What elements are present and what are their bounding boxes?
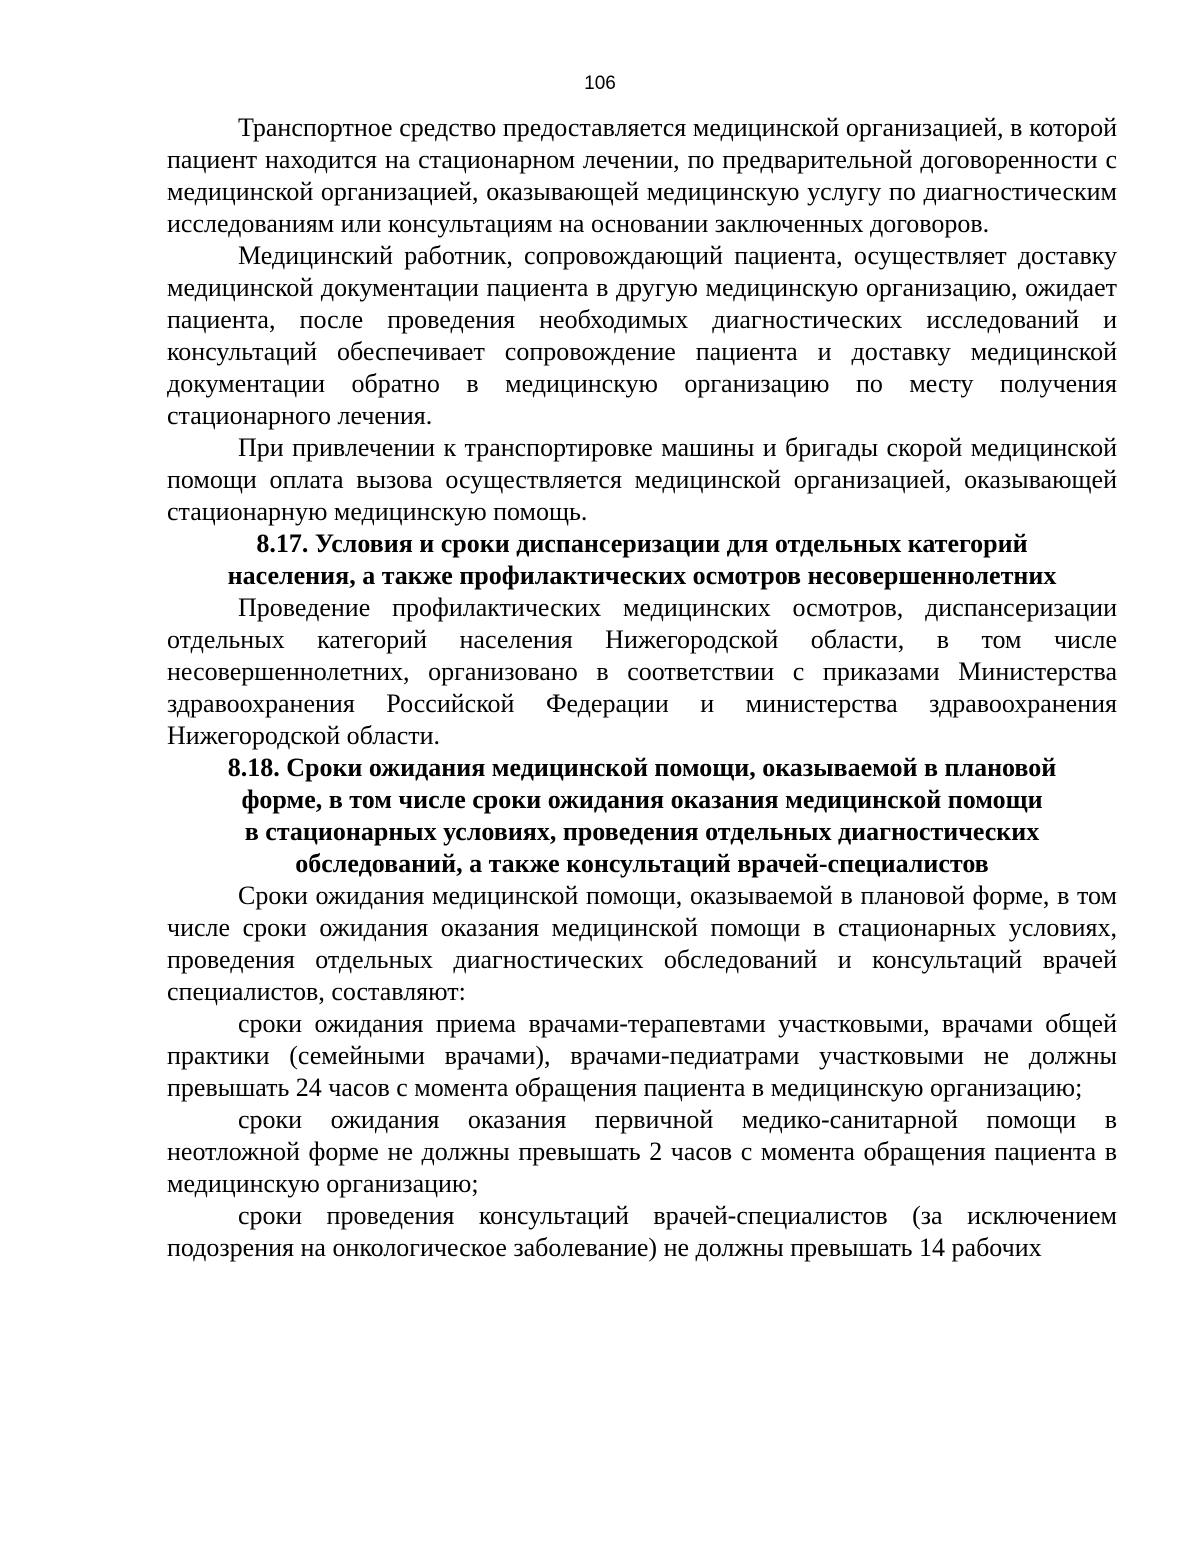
heading-line: форме, в том числе сроки ожидания оказания медицинской помощи [241, 785, 1043, 814]
paragraph: сроки проведения консультаций врачей-специалистов (за исключением подозрения на онкологическое заболевание) не должны превышать 14 рабочих [167, 1201, 1117, 1262]
paragraph: сроки ожидания приема врачами-терапевтами участковыми, врачами общей практики (семейными врачами), врачами-педиатрами участковыми не должны превышать 24 часов с момента обращения пациента в медицинскую организацию; [167, 1009, 1117, 1102]
heading-line: 8.18. Сроки ожидания медицинской помощи, оказываемой в плановой [227, 753, 1057, 782]
paragraph: При привлечении к транспортировке машины и бригады скорой медицинской помощи оплата вызова осуществляется медицинской организацией, оказывающей стационарную медицинскую помощь. [167, 433, 1117, 526]
page-number: 106 [584, 73, 616, 94]
heading-line: обследований, а также консультаций врачей-специалистов [295, 849, 989, 878]
paragraph: Транспортное средство предоставляется медицинской организацией, в которой пациент находится на стационарном лечении, по предварительной договоренности с медицинской организацией, оказывающей медицинскую услугу по диагностическим исследованиям или консультациям на основании заключенных договоров. [167, 113, 1117, 238]
section-heading-8-17 [167, 528, 1117, 592]
heading-line: населения, а также профилактических осмотров несовершеннолетних [227, 561, 1057, 590]
heading-line: 8.17. Условия и сроки диспансеризации для отдельных категорий [256, 529, 1028, 558]
heading-line: в стационарных условиях, проведения отдельных диагностических [244, 817, 1040, 846]
paragraph: Сроки ожидания медицинской помощи, оказываемой в плановой форме, в том числе сроки ожидания оказания медицинской помощи в стационарных условиях, проведения отдельных диагностических обследований и консультаций врачей специалистов, составляют: [167, 881, 1117, 1006]
paragraph: Медицинский работник, сопровождающий пациента, осуществляет доставку медицинской документации пациента в другую медицинскую организацию, ожидает пациента, после проведения необходимых диагностических исследований и консультаций обеспечивает сопровождение пациента и доставку медицинской документации обратно в медицинскую организацию по месту получения стационарного лечения. [167, 241, 1117, 430]
section-heading-8-18 [167, 752, 1117, 880]
paragraph: сроки ожидания оказания первичной медико-санитарной помощи в неотложной форме не должны превышать 2 часов с момента обращения пациента в медицинскую организацию; [167, 1105, 1117, 1198]
document-body [167, 112, 1117, 1264]
paragraph: Проведение профилактических медицинских осмотров, диспансеризации отдельных категорий населения Нижегородской области, в том числе несовершеннолетних, организовано в соответствии с приказами Министерства здравоохранения Российской Федерации и министерства здравоохранения Нижегородской области. [167, 593, 1117, 750]
